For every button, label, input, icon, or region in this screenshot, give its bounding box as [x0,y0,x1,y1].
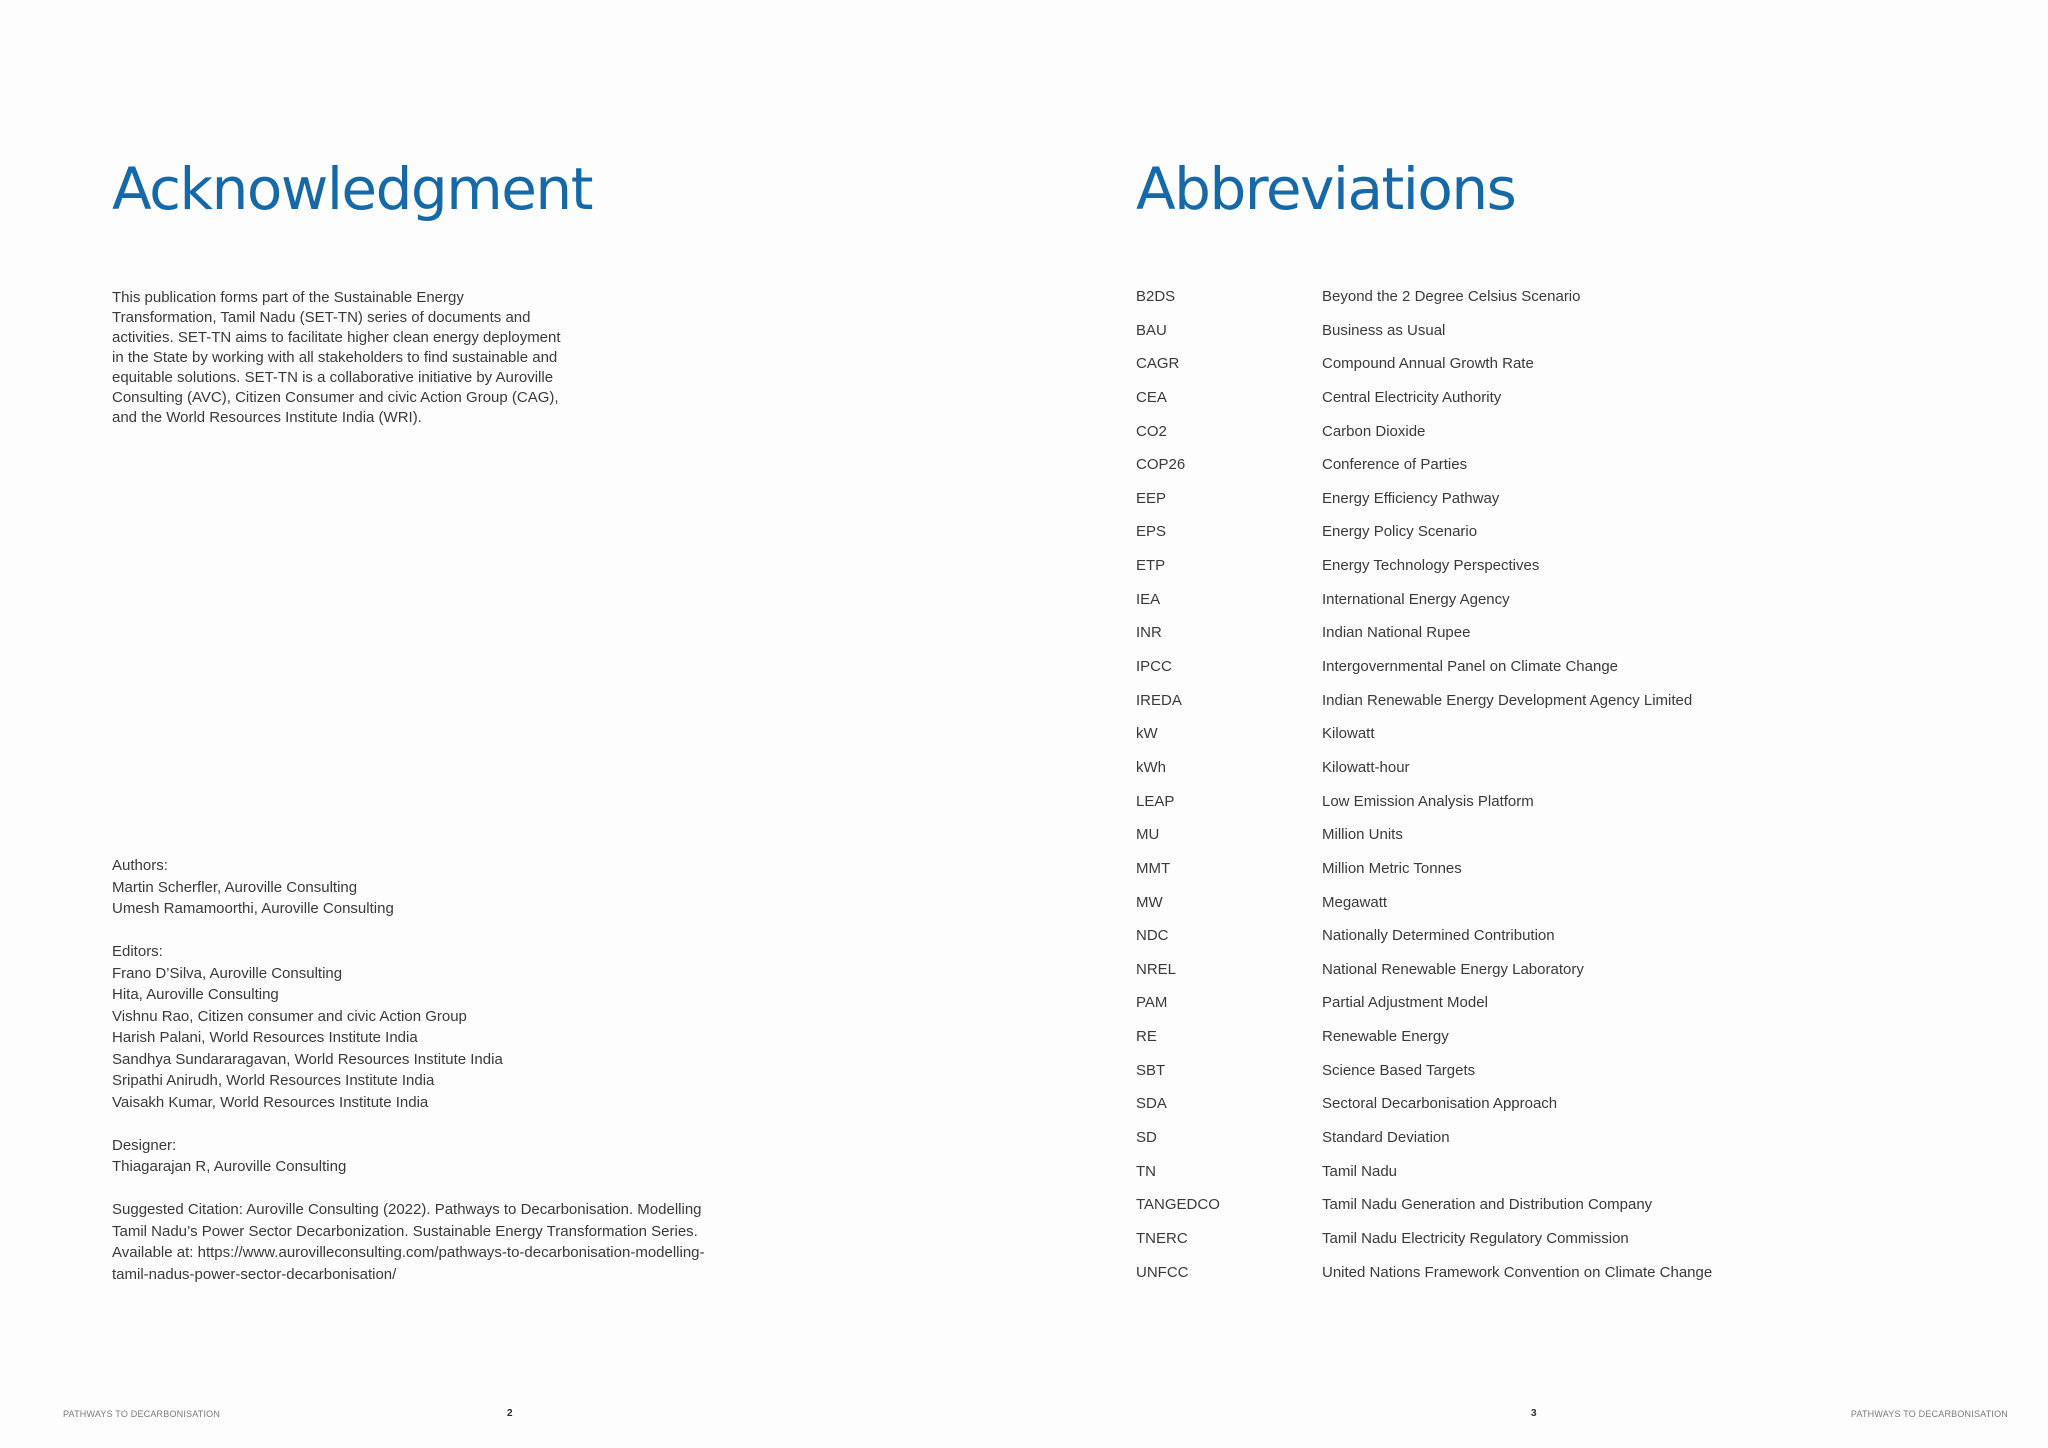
abbreviation-row [1136,657,1936,691]
abbreviation-definition: Beyond the 2 Degree Celsius Scenario [1322,288,1581,305]
editor-name: Sripathi Anirudh, World Resources Institute India [112,1072,435,1089]
abbreviation-row [1136,825,1936,859]
editor-name: Hita, Auroville Consulting [112,986,279,1003]
abbreviation-row [1136,724,1936,758]
page-right [1024,0,2048,1448]
abbreviation-definition: Million Metric Tonnes [1322,859,1462,877]
abbreviation-definition: Energy Policy Scenario [1322,523,1478,541]
abbreviation-row [1136,1195,1936,1229]
abbreviation-definition: Indian Renewable Energy Development Agency Limited [1322,691,1693,709]
abbreviation-row [1136,321,1936,355]
intro-line: equitable solutions. SET-TN is a collaborative initiative by Auroville [112,369,554,386]
intro-line: activities. SET-TN aims to facilitate higher clean energy deployment [112,329,561,346]
abbreviation-term: kWh [1136,758,1166,776]
intro-line: in the State by working with all stakeholders to find sustainable and [112,349,558,366]
page-number: 2 [507,1408,513,1419]
abbreviation-row [1136,623,1936,657]
abbreviation-row [1136,388,1936,422]
intro-line: This publication forms part of the Sustainable Energy [112,289,464,306]
abbreviation-row [1136,354,1936,388]
abbreviation-term: NDC [1136,927,1169,945]
abbreviation-row [1136,993,1936,1027]
citation-line: Available at: https://www.aurovilleconsulting.com/pathways-to-decarbonisation-modelling- [112,1244,705,1261]
editor-name: Sandhya Sundararagavan, World Resources Institute India [112,1050,503,1068]
abbreviation-definition: Megawatt [1322,893,1388,911]
authors-heading: Authors: [112,857,168,874]
abbreviation-definition: Nationally Determined Contribution [1322,927,1555,945]
editors-heading: Editors: [112,943,163,960]
abbreviation-term: SBT [1136,1061,1166,1079]
abbreviation-definition: National Renewable Energy Laboratory [1322,960,1584,978]
abbreviation-term: TNERC [1136,1229,1188,1247]
abbreviation-term: ETP [1136,557,1166,575]
designer-name: Thiagarajan R, Auroville Consulting [112,1158,347,1175]
editor-name: Harish Palani, World Resources Institute India [112,1029,418,1046]
abbreviation-definition: Conference of Parties [1322,456,1468,474]
footer-publication-title: PATHWAYS TO DECARBONISATION [63,1409,221,1419]
abbreviation-definition: Sectoral Decarbonisation Approach [1322,1095,1558,1113]
designer-block [112,1135,752,1178]
abbreviation-term: LEAP [1136,792,1175,810]
abbreviation-definition: Partial Adjustment Model [1322,994,1488,1012]
abbreviation-term: B2DS [1136,288,1176,305]
abbreviation-term: IEA [1136,590,1161,608]
abbreviation-row [1136,455,1936,489]
editors-block [112,941,752,1113]
abbreviation-term: COP26 [1136,456,1186,474]
intro-line: Consulting (AVC), Citizen Consumer and civic Action Group (CAG), [112,389,559,406]
abbreviation-row [1136,1263,1936,1297]
abbreviation-definition: Tamil Nadu Electricity Regulatory Commission [1322,1229,1629,1247]
intro-line: and the World Resources Institute India (WRI). [112,409,422,426]
citation-line: Suggested Citation: Auroville Consulting (2022). Pathways to Decarbonisation. Modelling [112,1201,702,1218]
abbreviation-definition: Tamil Nadu [1322,1162,1398,1180]
abbreviation-term: SDA [1136,1095,1167,1113]
abbreviation-term: INR [1136,624,1162,642]
abbreviation-term: EEP [1136,489,1167,507]
abbreviation-definition: Energy Technology Perspectives [1322,557,1540,575]
editor-name: Vaisakh Kumar, World Resources Institute India [112,1093,429,1111]
abbreviation-term: MW [1136,893,1163,911]
abbreviation-term: IREDA [1136,691,1182,709]
abbreviation-term: MMT [1136,859,1171,877]
citation-block [112,1199,752,1285]
abbreviation-row [1136,792,1936,826]
abbreviation-row [1136,1162,1936,1196]
abbreviation-definition: Million Units [1322,826,1403,844]
abbreviation-row [1136,489,1936,523]
abbreviation-definition: Central Electricity Authority [1322,388,1502,406]
abbreviation-term: PAM [1136,994,1168,1012]
abbreviation-term: CAGR [1136,355,1180,373]
abbreviation-definition: Renewable Energy [1322,1028,1449,1046]
abbreviation-row [1136,1061,1936,1095]
credits-section [112,855,752,1307]
abbreviation-term: MU [1136,826,1160,844]
abbreviation-row [1136,1229,1936,1263]
abbreviation-term: SD [1136,1129,1157,1147]
footer-publication-title: PATHWAYS TO DECARBONISATION [1850,1409,2008,1419]
abbreviation-row [1136,287,1936,321]
abbreviation-row [1136,556,1936,590]
page-title-abbreviations: Abbreviations [1136,155,1516,223]
abbreviation-definition: Kilowatt-hour [1322,758,1410,776]
abbreviation-row [1136,926,1936,960]
abbreviation-definition: Compound Annual Growth Rate [1322,355,1534,373]
citation-line: Tamil Nadu’s Power Sector Decarbonization. Sustainable Energy Transformation Series. [112,1222,698,1240]
designer-heading: Designer: [112,1136,177,1154]
abbreviation-term: TANGEDCO [1136,1196,1220,1214]
abbreviation-row [1136,758,1936,792]
abbreviation-definition: Low Emission Analysis Platform [1322,792,1534,810]
abbreviation-term: EPS [1136,523,1167,541]
abbreviation-term: BAU [1136,321,1167,339]
page-number: 3 [1531,1408,1537,1419]
abbreviation-row [1136,893,1936,927]
abbreviation-term: IPCC [1136,658,1172,676]
abbreviation-term: TN [1136,1162,1156,1180]
abbreviation-row [1136,1027,1936,1061]
abbreviation-row [1136,691,1936,725]
authors-block [112,855,752,920]
abbreviation-definition: Energy Efficiency Pathway [1322,489,1500,507]
abbreviation-row [1136,859,1936,893]
abbreviation-row [1136,590,1936,624]
abbreviation-definition: Business as Usual [1322,321,1446,339]
editor-name: Frano D’Silva, Auroville Consulting [112,964,343,982]
abbreviation-row [1136,1094,1936,1128]
abbreviation-term: UNFCC [1136,1263,1189,1281]
abbreviation-row [1136,960,1936,994]
abbreviation-term: CEA [1136,388,1167,406]
author-name: Umesh Ramamoorthi, Auroville Consulting [112,900,394,917]
intro-line: Transformation, Tamil Nadu (SET-TN) series of documents and [112,309,531,326]
abbreviation-term: NREL [1136,960,1177,978]
abbreviation-row [1136,522,1936,556]
abbreviations-list [1136,287,1936,1296]
author-name: Martin Scherfler, Auroville Consulting [112,878,358,896]
abbreviation-definition: Tamil Nadu Generation and Distribution Company [1322,1196,1653,1214]
abbreviation-definition: Intergovernmental Panel on Climate Change [1322,658,1619,676]
abbreviation-row [1136,1128,1936,1162]
citation-line: tamil-nadus-power-sector-decarbonisation/ [112,1265,397,1283]
abbreviation-definition: Indian National Rupee [1322,624,1471,642]
abbreviation-definition: Standard Deviation [1322,1129,1450,1147]
abbreviation-term: RE [1136,1028,1157,1046]
abbreviation-row [1136,422,1936,456]
editor-name: Vishnu Rao, Citizen consumer and civic Action Group [112,1007,467,1025]
abbreviation-definition: Carbon Dioxide [1322,422,1426,440]
abbreviation-definition: International Energy Agency [1322,590,1510,608]
abbreviation-definition: United Nations Framework Convention on Climate Change [1322,1263,1713,1281]
acknowledgment-intro [112,288,590,428]
abbreviation-term: kW [1136,725,1158,743]
abbreviation-definition: Kilowatt [1322,725,1375,743]
page-title-acknowledgment: Acknowledgment [112,155,592,223]
abbreviation-definition: Science Based Targets [1322,1061,1476,1079]
abbreviation-term: CO2 [1136,422,1167,440]
